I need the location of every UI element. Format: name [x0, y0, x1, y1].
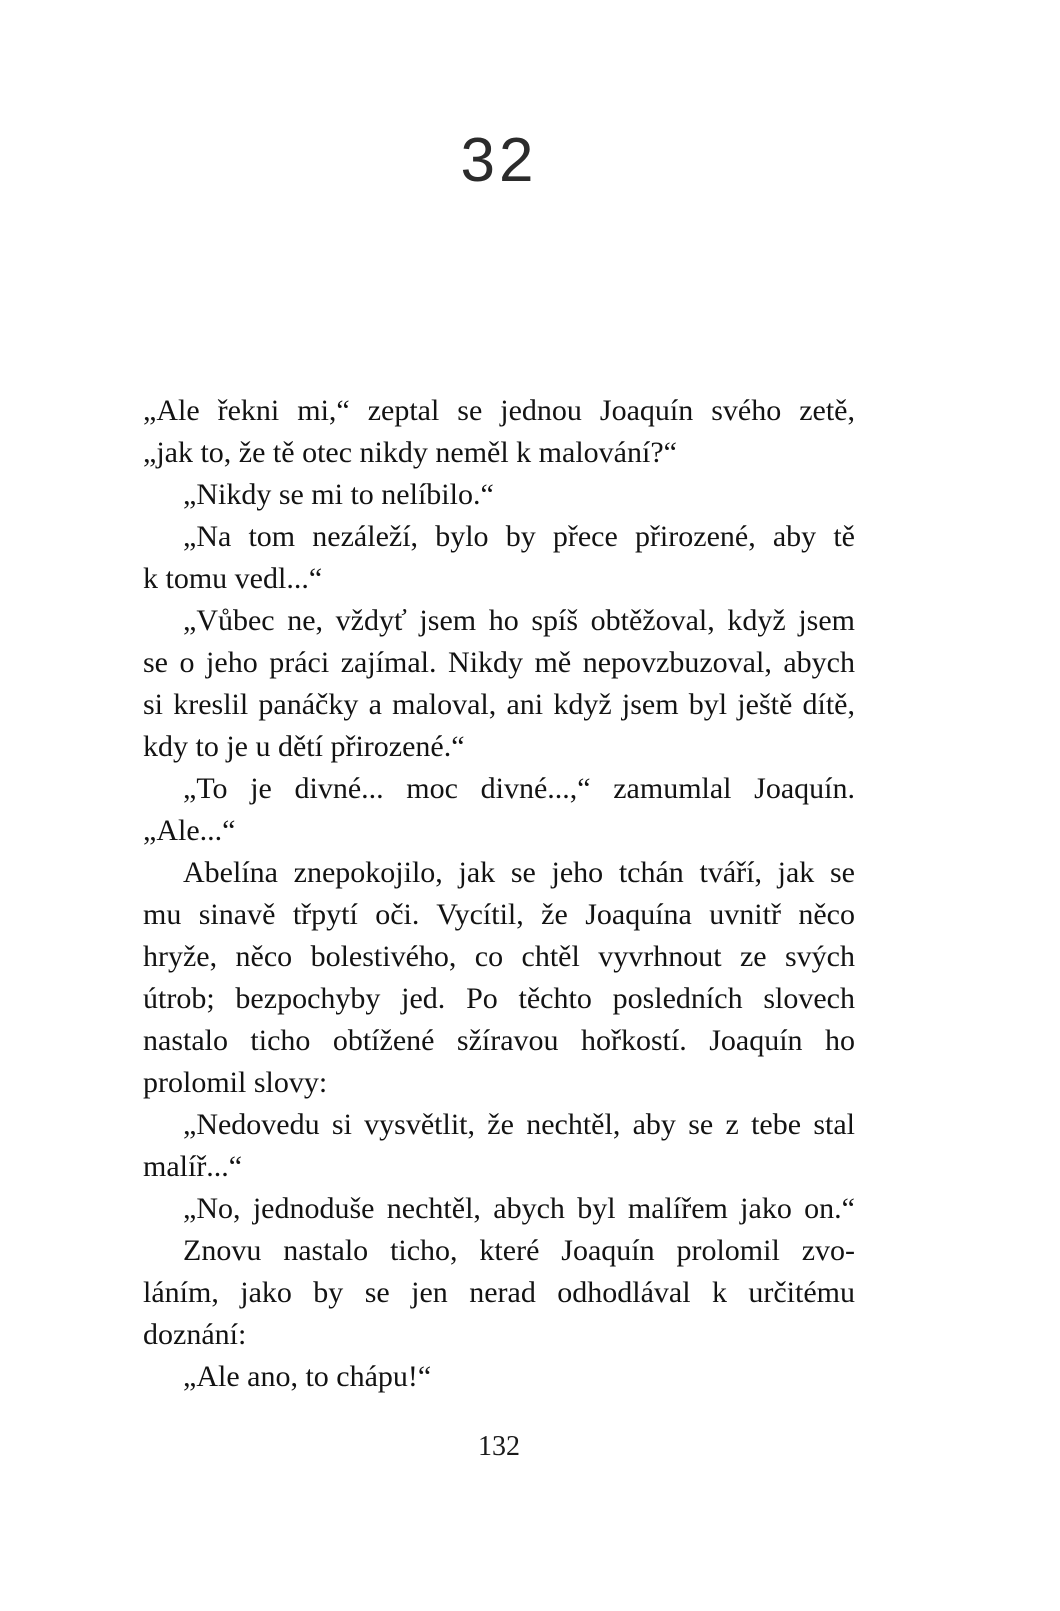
- text-line: kdy to je u dětí přirozené.“: [143, 730, 465, 763]
- text-block: [143, 390, 855, 1398]
- text-line: „jak to, že tě otec nikdy neměl k malování?“: [143, 436, 677, 469]
- page-number: 132: [478, 1431, 520, 1462]
- text-line: se o jeho práci zajímal. Nikdy mě nepovzbuzoval, abych: [143, 646, 855, 679]
- text-line: Znovu nastalo ticho, které Joaquín prolomil zvo-: [183, 1234, 855, 1267]
- text-line: „No, jednoduše nechtěl, abych byl malířem jako on.“: [183, 1192, 855, 1225]
- text-line: „Nikdy se mi to nelíbilo.“: [183, 478, 494, 511]
- text-line: „To je divné... moc divné...,“ zamumlal Joaquín.: [183, 772, 855, 805]
- text-line: nastalo ticho obtížené sžíravou hořkostí. Joaquín ho: [143, 1024, 855, 1057]
- chapter-number: 32: [460, 126, 538, 195]
- text-line: láním, jako by se jen nerad odhodlával k určitému: [143, 1276, 855, 1309]
- text-line: „Ale řekni mi,“ zeptal se jednou Joaquín svého zetě,: [143, 394, 855, 427]
- text-line: „Nedovedu si vysvětlit, že nechtěl, aby se z tebe stal: [183, 1108, 855, 1141]
- text-line: hryže, něco bolestivého, co chtěl vyvrhnout ze svých: [143, 940, 855, 973]
- text-line: mu sinavě třpytí oči. Vycítil, že Joaquína uvnitř něco: [143, 898, 855, 931]
- text-line: „Ale ano, to chápu!“: [183, 1360, 432, 1393]
- text-line: „Na tom nezáleží, bylo by přece přirozené, aby tě: [183, 520, 855, 553]
- text-line: malíř...“: [143, 1150, 243, 1183]
- text-line: si kreslil panáčky a maloval, ani když jsem byl ještě dítě,: [143, 688, 855, 721]
- text-line: Abelína znepokojilo, jak se jeho tchán tváří, jak se: [183, 856, 855, 889]
- text-line: doznání:: [143, 1318, 247, 1351]
- text-line: prolomil slovy:: [143, 1066, 328, 1099]
- text-line: „Ale...“: [143, 814, 236, 847]
- text-line: k tomu vedl...“: [143, 562, 323, 595]
- text-line: útrob; bezpochyby jed. Po těchto posledních slovech: [143, 982, 855, 1015]
- text-line: „Vůbec ne, vždyť jsem ho spíš obtěžoval, když jsem: [183, 604, 855, 637]
